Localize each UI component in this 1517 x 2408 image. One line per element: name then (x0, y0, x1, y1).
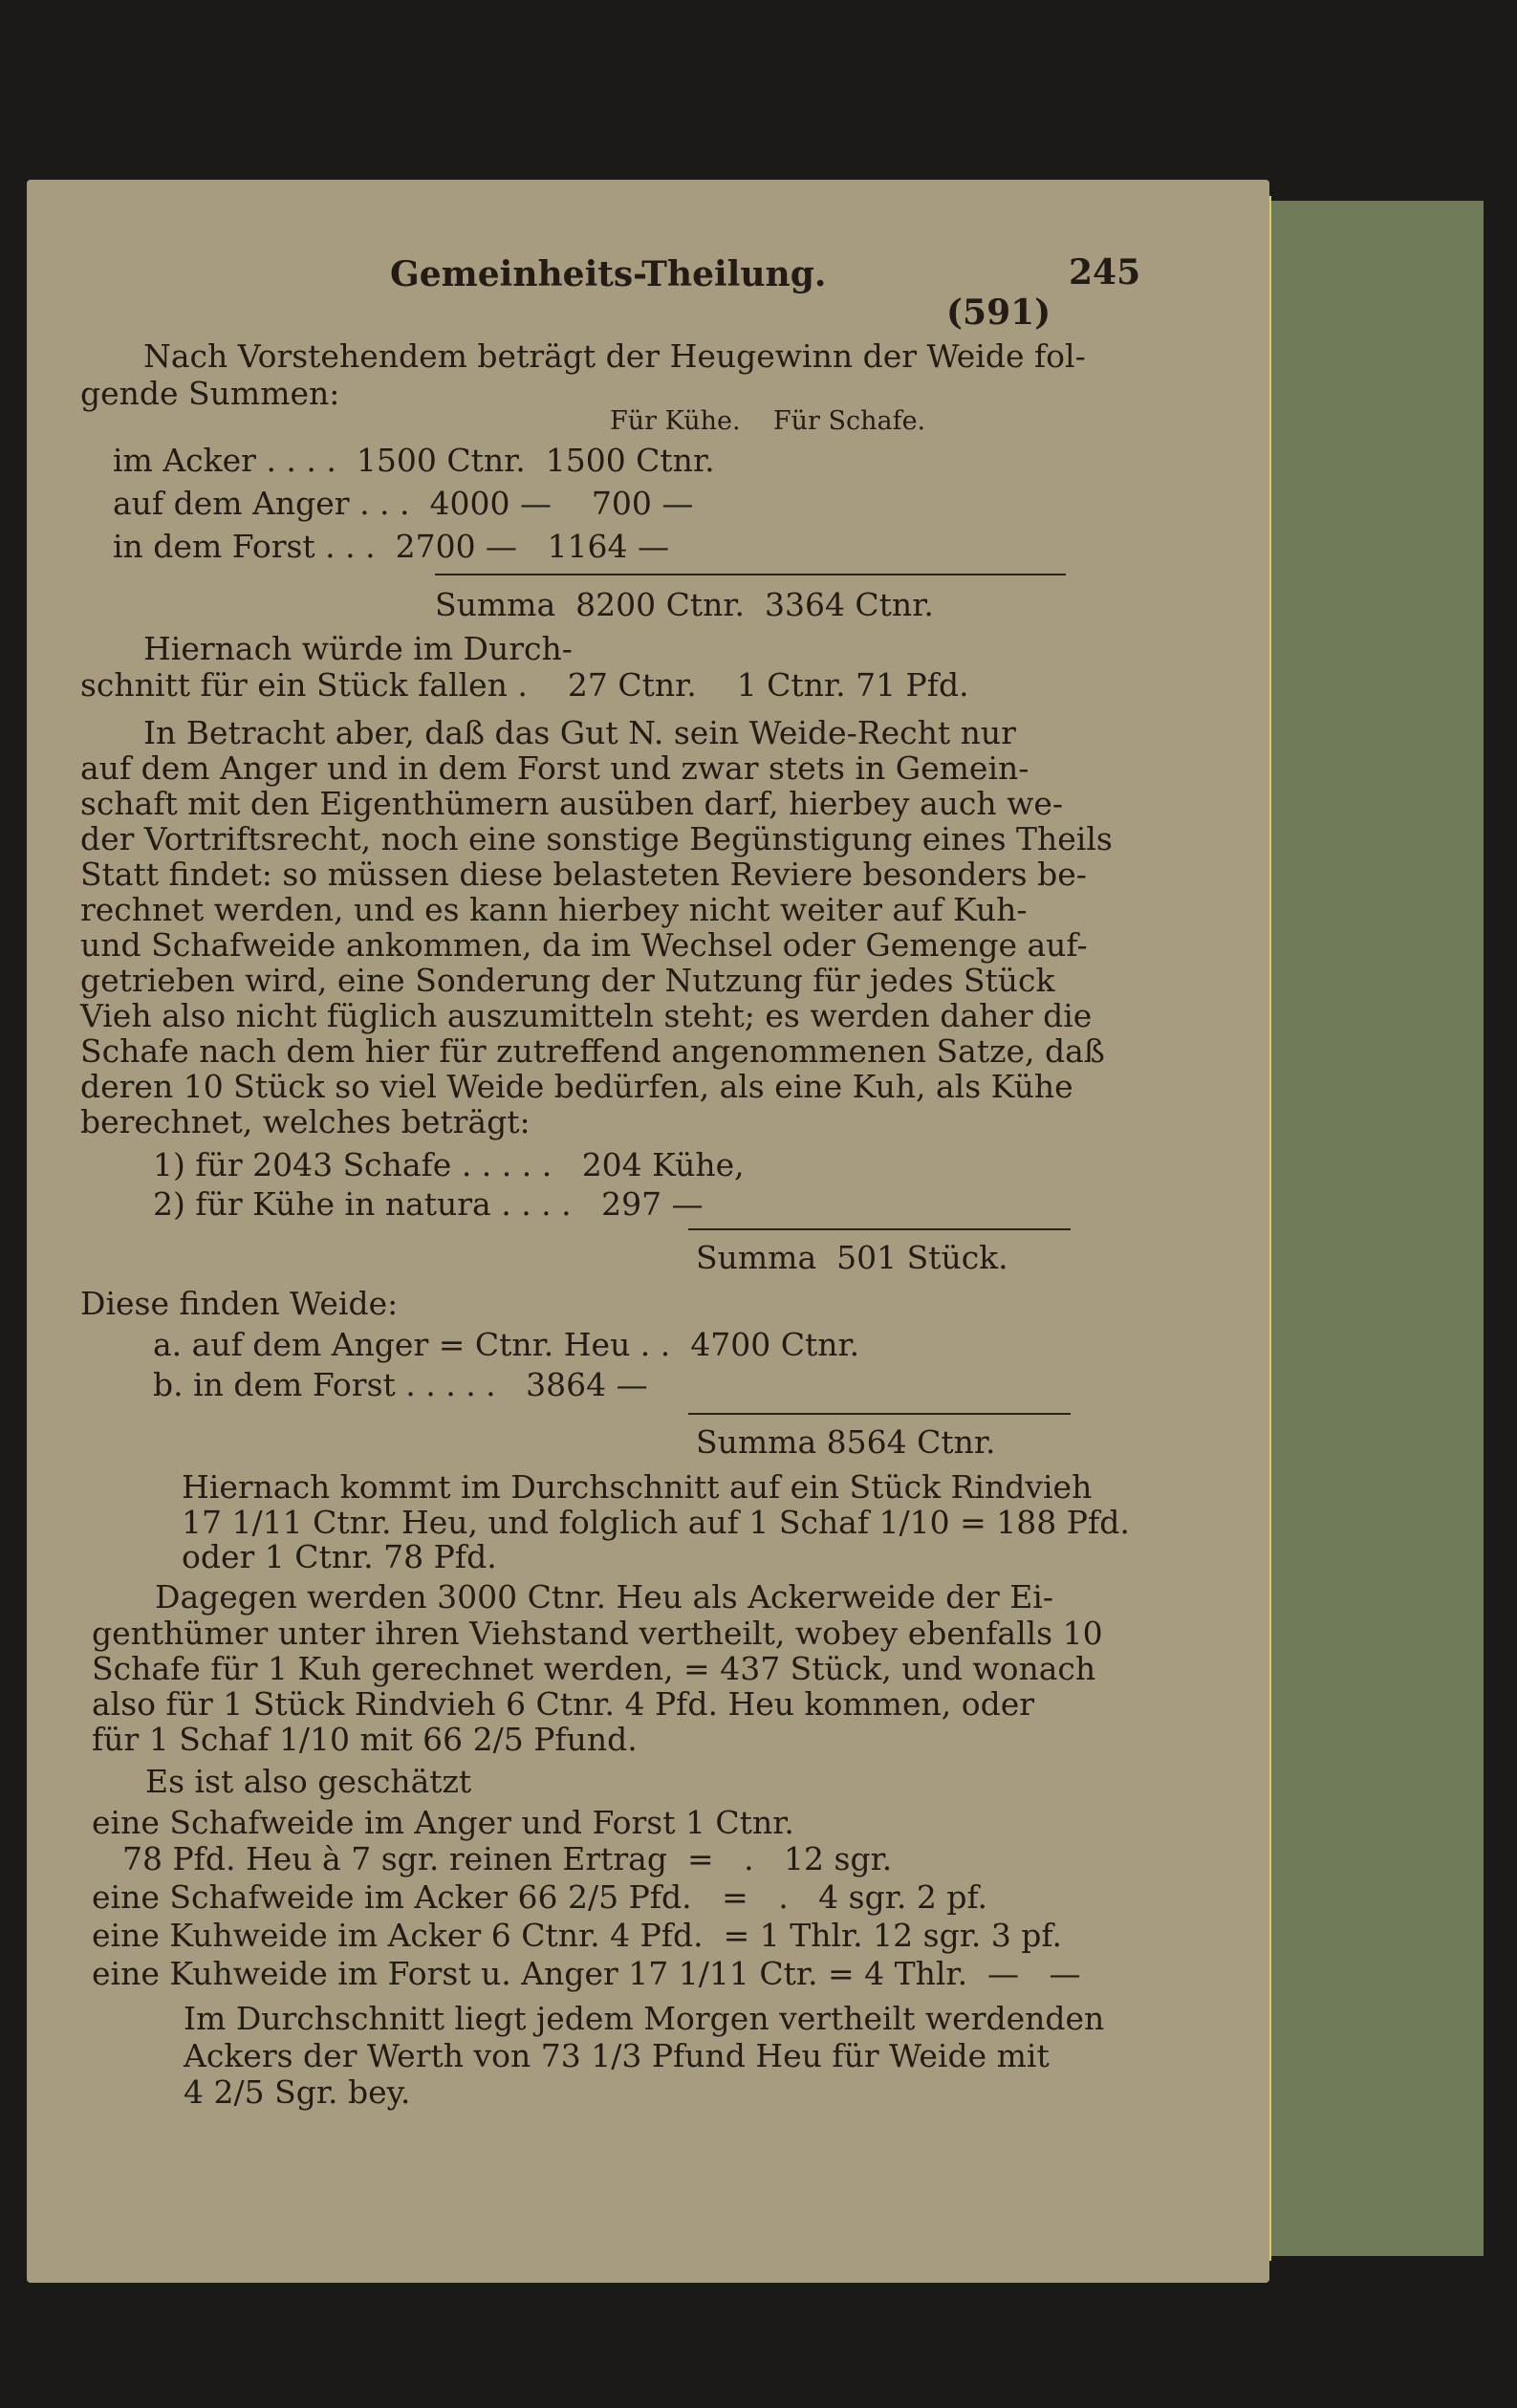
text-line: eine Kuhweide im Forst u. Anger 17 1/11 Ctr. = 4 Thlr. — — (92, 1955, 1081, 1992)
list-item: b. in dem Forst . . . . . 3864 — (153, 1366, 648, 1403)
list-item: a. auf dem Anger = Ctnr. Heu . . 4700 Ctnr. (153, 1326, 860, 1363)
text-line: oder 1 Ctnr. 78 Pfd. (182, 1538, 497, 1575)
text-line: schaft mit den Eigenthümern ausüben darf, hierbey auch we- (80, 785, 1064, 822)
text-line: Ackers der Werth von 73 1/3 Pfund Heu für Weide mit (184, 2037, 1050, 2074)
text-line: getrieben wird, eine Sonderung der Nutzung für jedes Stück (80, 962, 1055, 999)
page-number: 245 (1069, 252, 1141, 293)
text-line: eine Schafweide im Anger und Forst 1 Ctnr. (92, 1804, 794, 1841)
table-row: auf dem Anger . . . 4000 — 700 — (113, 485, 694, 522)
text-line: Schafe nach dem hier für zutreffend angenommenen Satze, daß (80, 1032, 1105, 1070)
text-line: rechnet werden, und es kann hierbey nicht weiter auf Kuh- (80, 891, 1028, 928)
text-line: und Schafweide ankommen, da im Wechsel oder Gemenge auf- (80, 926, 1088, 964)
text-line: 4 2/5 Sgr. bey. (184, 2073, 411, 2111)
text-line: Im Durchschnitt liegt jedem Morgen vertheilt werdenden (184, 2000, 1105, 2037)
table-row: im Acker . . . . 1500 Ctnr. 1500 Ctnr. (113, 442, 715, 479)
text-line: auf dem Anger und in dem Forst und zwar stets in Gemein- (80, 749, 1029, 787)
text-line: genthümer unter ihren Viehstand vertheilt, wobey ebenfalls 10 (92, 1615, 1103, 1652)
text-line: Hiernach würde im Durch- (143, 630, 573, 667)
text-line: deren 10 Stück so viel Weide bedürfen, als eine Kuh, als Kühe (80, 1068, 1073, 1105)
text-line: Dagegen werden 3000 Ctnr. Heu als Ackerweide der Ei- (155, 1578, 1054, 1616)
text-line: also für 1 Stück Rindvieh 6 Ctnr. 4 Pfd. Heu kommen, oder (92, 1685, 1035, 1723)
text-line: berechnet, welches beträgt: (80, 1103, 531, 1140)
sum-rule (688, 1413, 1071, 1415)
text-line: eine Schafweide im Acker 66 2/5 Pfd. = . 4 sgr. 2 pf. (92, 1878, 987, 1916)
text-line: Schafe für 1 Kuh gerechnet werden, = 437 Stück, und wonach (92, 1650, 1096, 1687)
list-sum: Summa 8564 Ctnr. (696, 1423, 996, 1461)
original-page-number: (591) (946, 293, 1051, 333)
sum-rule (435, 574, 1066, 575)
text-line: Vieh also nicht füglich auszumitteln steht; es werden daher die (80, 997, 1093, 1034)
text-line: 78 Pfd. Heu à 7 sgr. reinen Ertrag = . 12 sgr. (122, 1840, 893, 1877)
text-line: Nach Vorstehendem beträgt der Heugewinn der Weide fol- (143, 337, 1086, 375)
list-item: 2) für Kühe in natura . . . . 297 — (153, 1185, 704, 1223)
text-line: Statt findet: so müssen diese belasteten Reviere besonders be- (80, 856, 1087, 893)
table-column-header: Für Kühe. Für Schafe. (610, 406, 926, 436)
text-line: gende Summen: (80, 375, 340, 412)
table-sum-row: Summa 8200 Ctnr. 3364 Ctnr. (435, 586, 934, 623)
section-heading: Diese finden Weide: (80, 1285, 399, 1322)
text-line: eine Kuhweide im Acker 6 Ctnr. 4 Pfd. = 1 Thlr. 12 sgr. 3 pf. (92, 1917, 1062, 1954)
text-line: Es ist also geschätzt (145, 1763, 472, 1800)
page-edge-shadow (1269, 201, 1484, 2256)
text-line: der Vortriftsrecht, noch eine sonstige Begünstigung eines Theils (80, 820, 1113, 857)
list-item: 1) für 2043 Schafe . . . . . 204 Kühe, (153, 1146, 745, 1183)
sum-rule (688, 1228, 1071, 1230)
list-sum: Summa 501 Stück. (696, 1239, 1008, 1276)
text-line: In Betracht aber, daß das Gut N. sein Weide-Recht nur (143, 714, 1016, 751)
text-line: schnitt für ein Stück fallen . 27 Ctnr. 1 Ctnr. 71 Pfd. (80, 666, 969, 704)
text-line: 17 1/11 Ctnr. Heu, und folglich auf 1 Schaf 1/10 = 188 Pfd. (182, 1504, 1130, 1541)
text-line: für 1 Schaf 1/10 mit 66 2/5 Pfund. (92, 1721, 638, 1758)
table-row: in dem Forst . . . 2700 — 1164 — (113, 528, 669, 565)
running-title: Gemeinheits-Theilung. (390, 254, 827, 294)
text-line: Hiernach kommt im Durchschnitt auf ein Stück Rindvieh (182, 1468, 1093, 1506)
